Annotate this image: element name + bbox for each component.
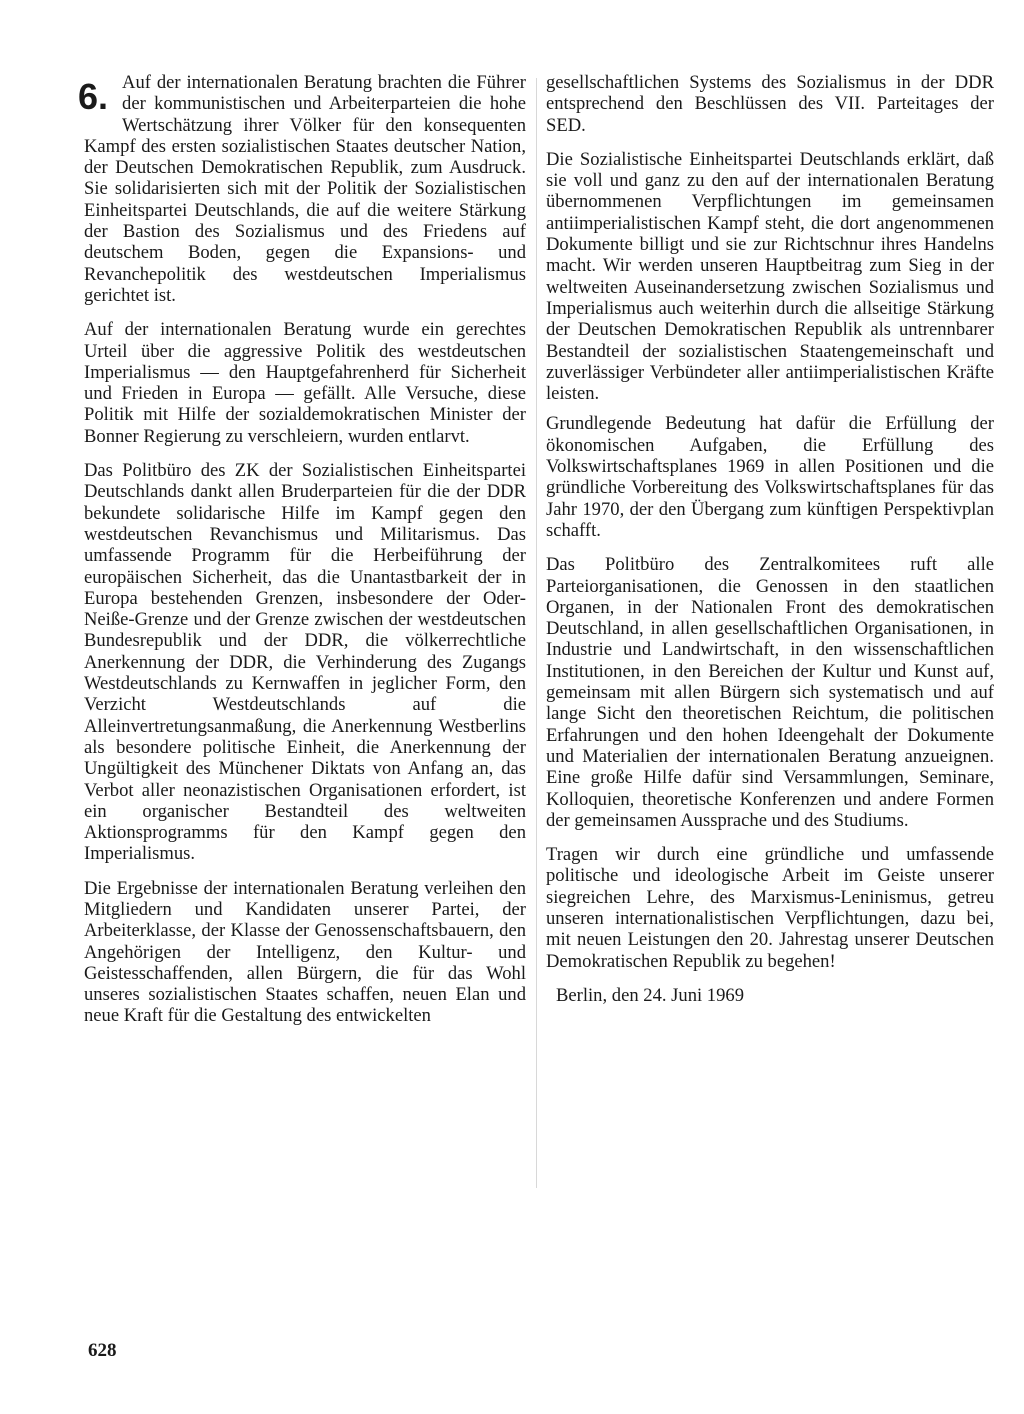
paragraph: gesellschaftlichen Systems des Sozialismus in der DDR entsprechend den Beschlüssen des VII. Parteitages der SED. <box>546 72 994 136</box>
page-number: 628 <box>88 1340 117 1361</box>
left-column <box>78 72 526 1040</box>
date-line: Berlin, den 24. Juni 1969 <box>556 984 744 1006</box>
section-number: 6. <box>78 76 109 117</box>
paragraph: Auf der internationalen Beratung wurde ein gerechtes Urteil über die aggressive Politik des westdeutschen Imperialismus — den Hauptgefahrenherd für Sicherheit und Frieden in Europa — gefällt. Alle Versuche, diese Politik mit Hilfe der sozialdemokratischen Minister der Bonner Regierung zu verschleiern, wurden entlarvt. <box>84 319 526 447</box>
paragraph: Tragen wir durch eine gründliche und umfassende politische und ideologische Arbeit im Geiste unserer siegreichen Lehre, des Marxismus-Leninismus, getreu unseren internationalistischen Verpflichtungen, dazu bei, mit neuen Leistungen den 20. Jahrestag unserer Deutschen Demokratischen Republik zu begehen! <box>546 844 994 972</box>
paragraph-text: Auf der internationalen Beratung brachten die Führer der kommunistischen und Arbeiterparteien die hohe Wertschätzung ihrer Völker für den konsequenten Kampf des ersten sozialistischen Staates deutscher Nation, der Deutschen Demokratischen Republik, zum Ausdruck. Sie solidarisierten sich mit der Politik der Sozialistischen Einheitspartei Deutschlands, die auf die weitere Stärkung der Bastion des Sozialismus und des Friedens auf deutschem Boden, gegen die Expansions- und Revanchepolitik des westdeutschen Imperialismus gerichtet ist. <box>84 72 526 306</box>
paragraph: Die Ergebnisse der internationalen Beratung verleihen den Mitgliedern und Kandidaten unserer Partei, der Arbeiterklasse, der Klasse der Genossenschaftsbauern, den Angehörigen der Intelligenz, den Kultur- und Geistesschaffenden, allen Bürgern, die für das Wohl unseres sozialistischen Staates schaffen, neuen Elan und neue Kraft für die Gestaltung des entwickelten <box>84 877 526 1027</box>
paragraph: Grundlegende Bedeutung hat dafür die Erfüllung der ökonomischen Aufgaben, die Erfüllung des Volkswirtschaftsplanes 1969 in allen Positionen und die gründliche Vorbereitung des Volkswirtschaftsplanes für das Jahr 1970, der den Übergang zum künftigen Perspektivplan schafft. <box>546 413 994 541</box>
paragraph <box>78 72 526 306</box>
paragraph: Das Politbüro des ZK der Sozialistischen Einheitspartei Deutschlands dankt allen Bruderparteien für die der DDR bekundete solidarische Hilfe im Kampf gegen den westdeutschen Revanchismus und Militarismus. Das umfassende Programm für die Herbeiführung der europäischen Sicherheit, das die Unantastbarkeit der in Europa bestehenden Grenzen, insbesondere der Oder-Neiße-Grenze und der Grenze zwischen der westdeutschen Bundesrepublik und der DDR, die völkerrechtliche Anerkennung der DDR, die Verhinderung des Zugangs Westdeutschlands zu Kernwaffen in jeglicher Form, den Verzicht Westdeutschlands auf die Alleinvertretungsanmaßung, die Anerkennung Westberlins als besondere politische Einheit, die Anerkennung der Ungültigkeit des Münchener Diktats von Anfang an, das Verbot aller neonazistischen Organisationen erfordert, ist ein organischer Bestandteil des weltweiten Aktionsprogramms für den Kampf gegen den Imperialismus. <box>84 460 526 865</box>
right-column <box>546 72 994 1019</box>
paragraph: Das Politbüro des Zentralkomitees ruft alle Parteiorganisationen, die Genossen in den staatlichen Organen, in der Nationalen Front des demokratischen Deutschland, in allen gesellschaftlichen Organisationen, in Industrie und Landwirtschaft, in den wissenschaftlichen Institutionen, in den Bereichen der Kultur und Kunst auf, gemeinsam mit allen Bürgern sich systematisch und auf lange Sicht den theoretischen Reichtum, die politischen Erfahrungen und den hohen Ideengehalt der Dokumente und Materialien der internationalen Beratung anzueignen. Eine große Hilfe dafür sind Versammlungen, Seminare, Kolloquien, theoretische Konferenzen und andere Formen der gemeinsamen Aussprache und des Studiums. <box>546 554 994 831</box>
column-divider <box>536 78 537 1188</box>
paragraph: Die Sozialistische Einheitspartei Deutschlands erklärt, daß sie voll und ganz zu den auf der internationalen Beratung übernommenen Verpflichtungen im gemeinsamen antiimperialistischen Kampf steht, die dort angenommenen Dokumente billigt und sie zur Richtschnur ihres Handelns macht. Wir werden unseren Hauptbeitrag zum Sieg in der weltweiten Auseinandersetzung zwischen Sozialismus und Imperialismus auch weiterhin durch die allseitige Stärkung der Deutschen Demokratischen Republik als untrennbarer Bestandteil der sozialistischen Staatengemeinschaft und zuverlässiger Verbündeter aller antiimperialistischen Kräfte leisten. <box>546 148 994 405</box>
